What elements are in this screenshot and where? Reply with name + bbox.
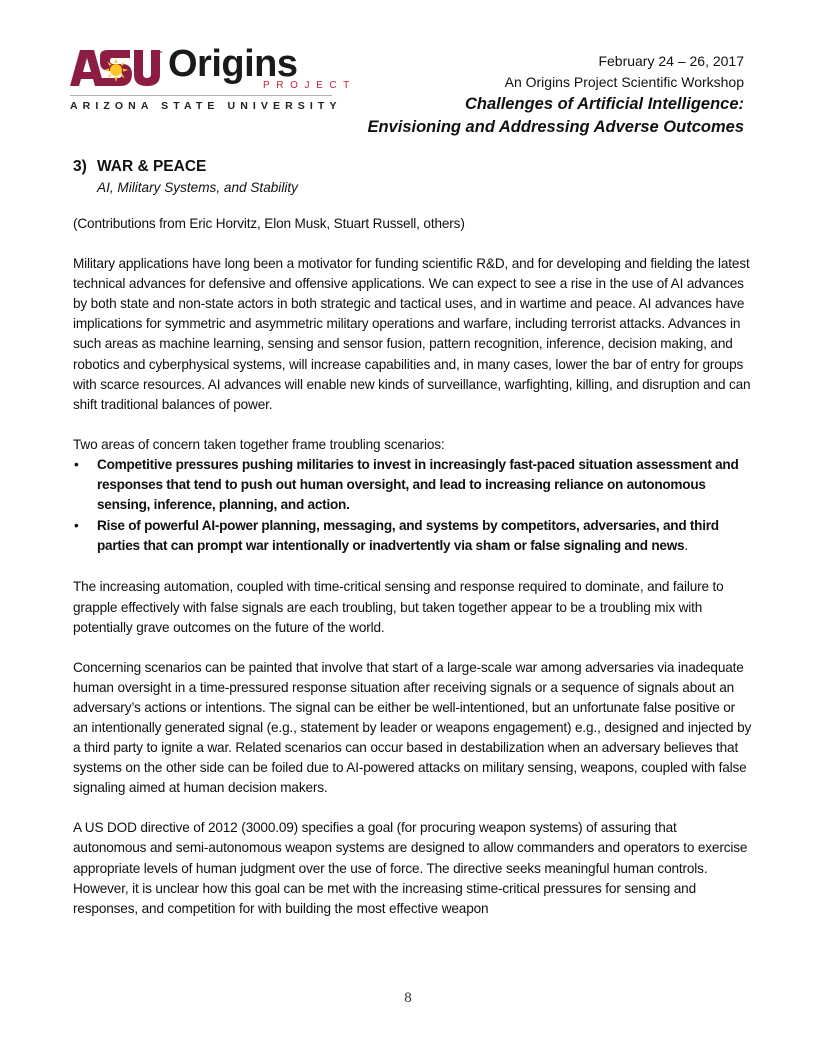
list-item (73, 516, 753, 556)
section-heading (73, 156, 753, 178)
concerns-intro: Two areas of concern taken together frame troubling scenarios: (73, 436, 445, 452)
paragraph-automation: The increasing automation, coupled with time-critical sensing and response required to dominate, and failure to grapple effectively with false signals are each troubling, but taken together appear to be a troubling mix with potentially grave outcomes on the future of the world. (73, 579, 724, 635)
workshop-title-line-1: Challenges of Artificial Intelligence: (464, 95, 744, 113)
workshop-name: An Origins Project Scientific Workshop (504, 74, 744, 90)
page-number: 8 (404, 990, 412, 1006)
workshop-title-line-2: Envisioning and Addressing Adverse Outcomes (367, 118, 744, 136)
university-name: ARIZONA STATE UNIVERSITY (70, 100, 342, 112)
asu-sunburst-logo-icon (70, 50, 162, 86)
document-body (73, 156, 753, 919)
section-title: WAR & PEACE (97, 158, 207, 175)
bullet-tail: . (684, 538, 688, 554)
list-item (73, 455, 753, 515)
origins-brand-text: Origins (168, 43, 298, 85)
document-header (367, 51, 744, 139)
asu-origins-logo (70, 43, 356, 116)
bullet-icon: • (74, 456, 79, 472)
bullet-icon: • (74, 518, 79, 534)
paragraph-scenarios: Concerning scenarios can be painted that involve that start of a large-scale war among adversaries via inadequate human oversight in a time-pressured response situation after receiving signals or a sequence of signals about an adversary’s actions or intentions. The signal can be either be well-intentioned, but an unfortunate false positive or an intentionally generated signal (e.g., statement by leader or weapons engagement) e.g., designed and injected by a third party to ignite a war. Related scenarios can occur based in destabilization when an adversary believes that systems on the other side can be foiled due to AI-powered attacks on military sensing, weapons, coupled with false signaling aimed at human decision makers. (73, 659, 752, 796)
workshop-dates: February 24 – 26, 2017 (598, 53, 744, 69)
section-number: 3) (73, 158, 87, 175)
section-subtitle: AI, Military Systems, and Stability (97, 180, 298, 195)
bullet-text: Rise of powerful AI-power planning, messaging, and systems by competitors, adversaries, and third parties that can prompt war intentionally or inadvertently via sham or false signaling and news (97, 518, 719, 554)
paragraph-dod-directive: A US DOD directive of 2012 (3000.09) specifies a goal (for procuring weapon systems) of assuring that autonomous and semi-autonomous weapon systems are designed to allow commanders and operators to exercise appropriate levels of human judgment over the use of force. The directive seeks meaningful human controls. However, it is unclear how this goal can be met with the increasing stime-critical pressures for sensing and responses, and competition for with building the most effective weapon (73, 820, 748, 916)
concerns-list (73, 455, 753, 556)
contributors-note: (Contributions from Eric Horvitz, Elon Musk, Stuart Russell, others) (73, 216, 465, 231)
bullet-text: Competitive pressures pushing militaries to invest in increasingly fast-paced situation assessment and responses that tend to push out human oversight, and lead to increasing reliance on autonomous sensing, inference, planning, and action. (97, 456, 739, 513)
logo-divider (70, 95, 332, 96)
paragraph-military-applications: Military applications have long been a motivator for funding scientific R&D, and for developing and fielding the latest technical advances for defensive and offensive applications. We can expect to see a rise in the use of AI advances by both state and non-state actors in both strategic and tactical uses, and in wartime and peace. AI advances have implications for symmetric and asymmetric military operations and warfare, including terrorist attacks. Advances in such areas as machine learning, sensing and sensor fusion, pattern recognition, inference, decision making, and robotics and cyberphysical systems, will increase capabilities and, in many cases, lower the bar of entry for groups with scarce resources. AI advances will enable new kinds of surveillance, warfighting, killing, and disruption and can shift traditional balances of power. (73, 256, 751, 412)
project-label: PROJECT (263, 80, 356, 91)
